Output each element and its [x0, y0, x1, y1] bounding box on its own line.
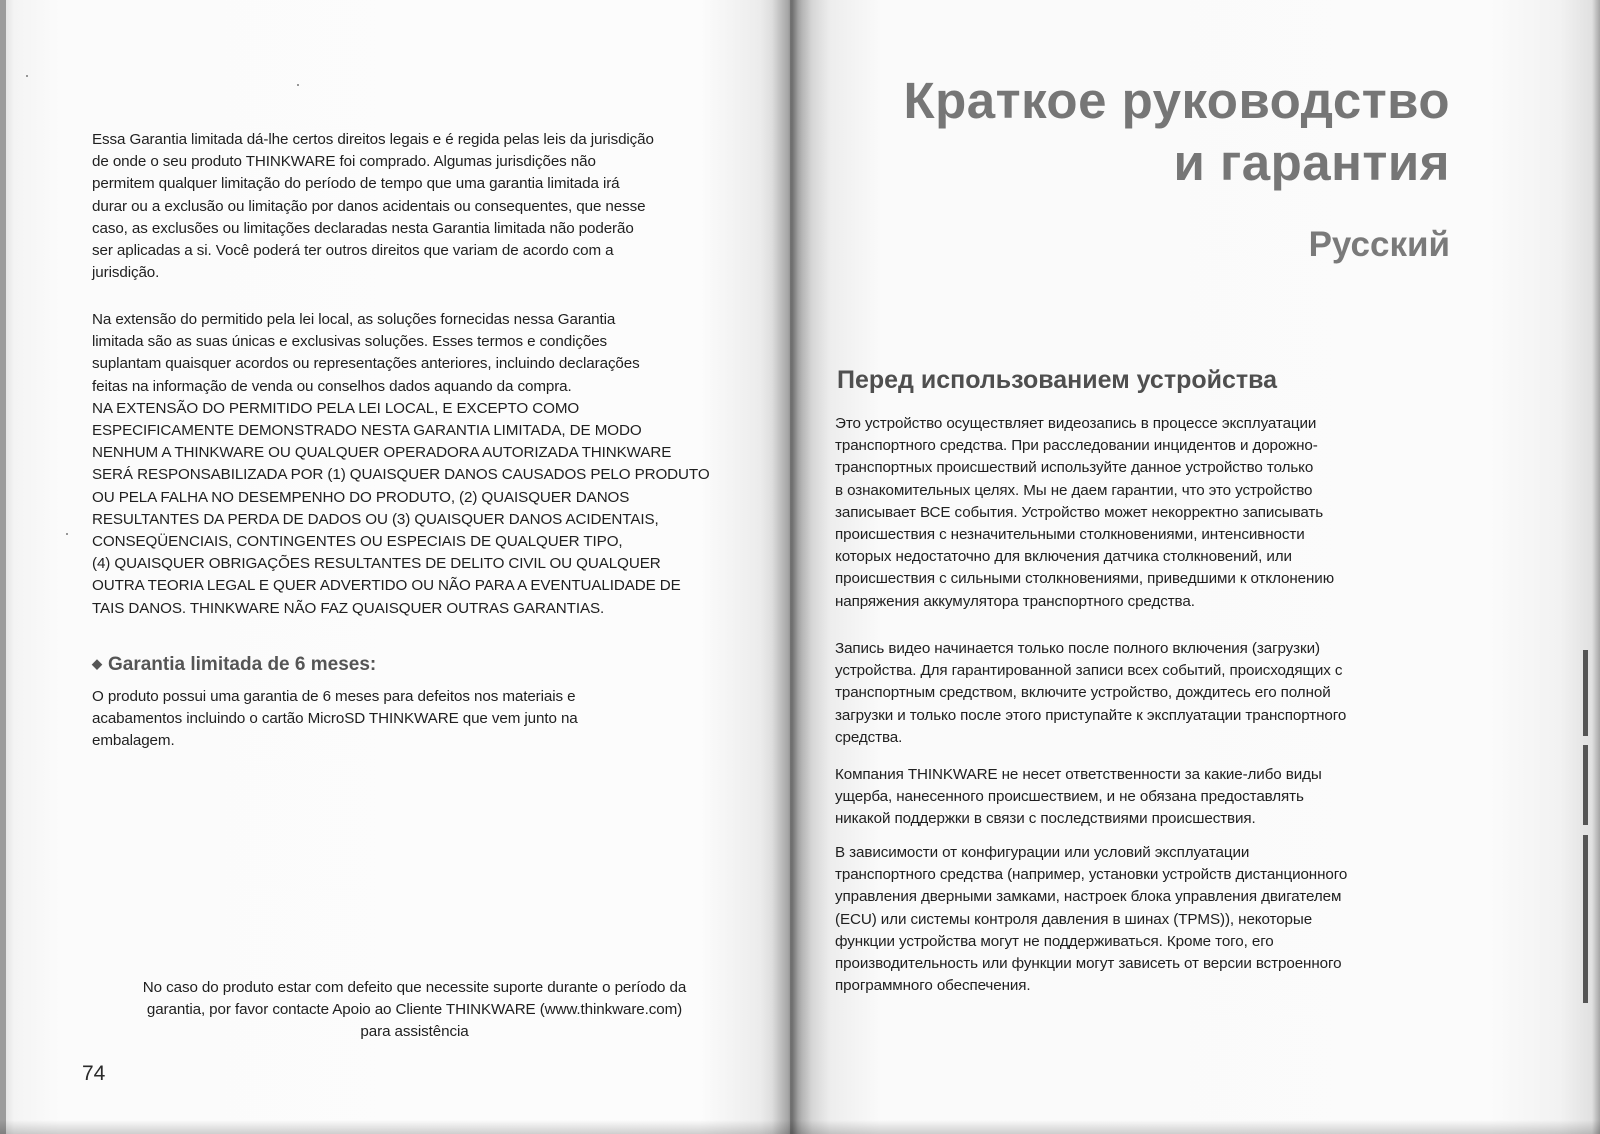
left-page	[0, 0, 790, 1134]
page-edge-mark	[1583, 745, 1588, 825]
document-title: Краткое руководство и гарантия	[903, 72, 1450, 191]
boot-notice-paragraph: Запись видео начинается только после полного включения (загрузки) устройства. Для гарантированной записи всех событий, происходящих с транспортным средством, включите устройство, дождитесь его полной загрузки и только после этого приступайте к эксплуатации транспортного средства.	[835, 640, 1347, 746]
limited-warranty-heading	[92, 654, 376, 676]
compatibility-paragraph: В зависимости от конфигурации или условий эксплуатации транспортного средства (например, установки устройств дистанционного управления дверными замками, настроек блока управления двигателем (ECU) или системы контроля давления в шинах (TPMS)), некоторые функции устройства могут не поддерживаться. Кроме того, его производительность или функции могут зависеть от версии встроенного программного обеспечения.	[835, 844, 1348, 995]
scan-left-edge	[0, 0, 6, 1134]
page-edge-mark	[1583, 650, 1588, 736]
language-label: Русский	[1308, 225, 1450, 264]
scan-speck	[66, 533, 68, 535]
book-gutter-shadow	[772, 0, 812, 1134]
scan-bottom-edge	[0, 1120, 1600, 1134]
scan-right-edge	[1592, 0, 1600, 1134]
page-number: 74	[82, 1062, 106, 1085]
warranty-remedies-paragraph: Na extensão do permitido pela lei local, as soluções fornecidas nessa Garantia limitada são as suas únicas e exclusivas soluções. Esses termos e condições suplantam quaisquer acordos ou representações anteriores, incluindo declarações feitas na informação de venda ou conselhos dados aquando da compra. NA EXTENSÃO DO PERMITIDO PELA LEI LOCAL, E EXCEPTO COMO ESPECIFICAMENTE DEMONSTRADO NESTA GARANTIA LIMITADA, DE MODO NENHUM A THINKWARE OU QUALQUER OPERADORA AUTORIZADA THINKWARE SERÁ RESPONSABILIZADA POR (1) QUAISQUER DANOS CAUSADOS PELO PRODUTO OU PELA FALHA NO DESEMPENHO DO PRODUTO, (2) QUAISQUER DANOS RESULTANTES DA PERDA DE DADOS OU (3) QUAISQUER DANOS ACIDENTAIS, CONSEQÜENCIAIS, CONTINGENTES OU ESPECIAIS DE QUALQUER TIPO, (4) QUAISQUER OBRIGAÇÕES RESULTANTES DE DELITO CIVIL OU QUALQUER OUTRA TEORIA LEGAL E QUER ADVERTIDO OU NÃO PARA A EVENTUALIDADE DE TAIS DANOS. THINKWARE NÃO FAZ QUAISQUER OUTRAS GARANTIAS.	[92, 311, 710, 617]
page-edge-mark	[1583, 835, 1588, 1003]
scan-speck	[297, 84, 299, 86]
recording-notice-paragraph: Это устройство осуществляет видеозапись в процессе эксплуатации транспортного средства. При расследовании инцидентов и дорожно- транспортных происшествий используйте данное устройство только в ознакомительных целях. Мы не даем гарантии, что это устройство записывает ВСЕ события. Устройство может некорректно записывать происшествия с незначительными столкновениями, интенсивности которых недостаточно для включения датчика столкновений, или происшествия с сильными столкновениями, приведшими к отклонению напряжения аккумулятора транспортного средства.	[835, 415, 1334, 610]
limited-warranty-heading-text: Garantia limitada de 6 meses:	[108, 654, 377, 675]
limited-warranty-paragraph: O produto possui uma garantia de 6 meses para defeitos nos materiais e acabamentos incluindo o cartão MicroSD THINKWARE que vem junto na embalagem.	[92, 688, 578, 750]
liability-paragraph: Компания THINKWARE не несет ответственности за какие-либо виды ущерба, нанесенного происшествием, и не обязана предоставлять никакой поддержки в связи с последствиями происшествия.	[835, 766, 1322, 828]
diamond-bullet-icon: ◆	[92, 656, 102, 671]
support-contact-note: No caso do produto estar com defeito que necessite suporte durante o período da garantia, por favor contacte Apoio ao Cliente THINKWARE (www.thinkware.com) para assistência	[142, 979, 687, 1041]
warranty-rights-paragraph: Essa Garantia limitada dá-lhe certos direitos legais e é regida pelas leis da jurisdição de onde o seu produto THINKWARE foi comprado. Algumas jurisdições não permitem qualquer limitação do período de tempo que uma garantia limitada irá durar ou a exclusão ou limitação por danos acidentais ou consequentes, que nesse caso, as exclusões ou limitações declaradas nesta Garantia limitada não poderão ser aplicadas a si. Você poderá ter outros direitos que variam de acordo com a jurisdição.	[92, 131, 654, 282]
section-heading: Перед использованием устройства	[837, 366, 1278, 394]
scan-speck	[26, 75, 28, 77]
